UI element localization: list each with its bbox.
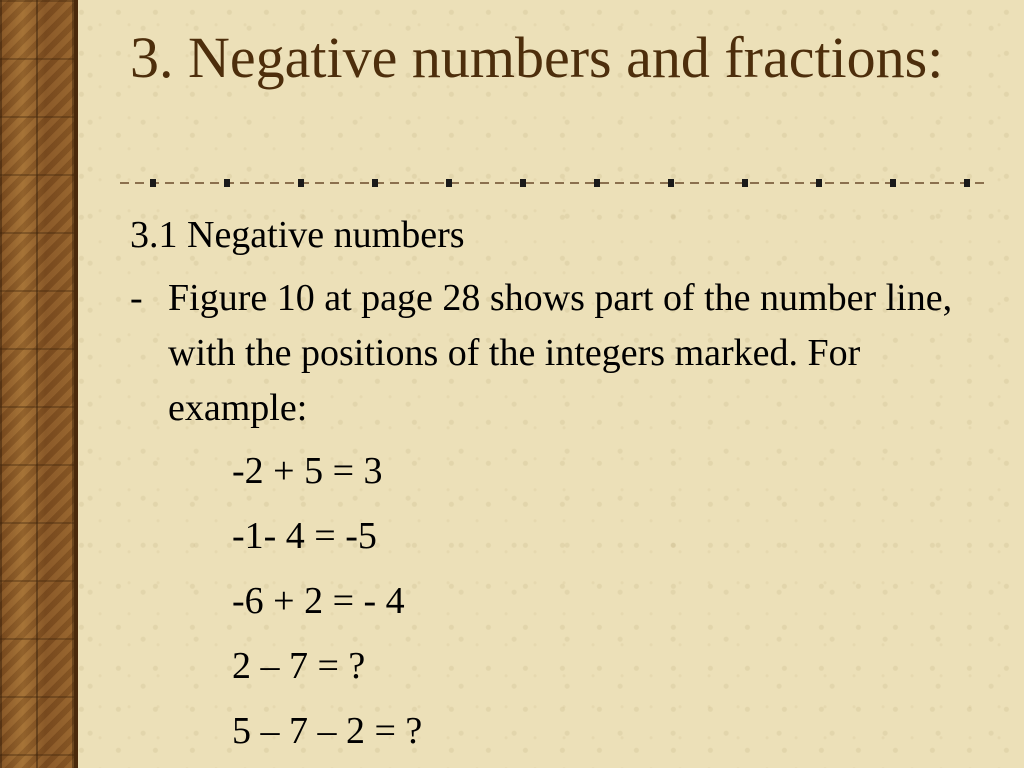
bullet-item	[130, 271, 990, 436]
border-strip-edge	[74, 0, 78, 768]
section-heading: 3.1 Negative numbers	[130, 214, 465, 256]
equation: -1- 4 = -5	[232, 515, 377, 557]
slide-title: 3. Negative numbers and fractions:	[130, 25, 944, 90]
equation: 5 – 7 – 2 = ?	[232, 710, 423, 752]
bullet-dash-icon: -	[130, 277, 143, 319]
bullet-text: Figure 10 at page 28 shows part of the number line, with the positions of the integers marked. For example:	[168, 277, 953, 429]
title-divider	[120, 176, 990, 190]
equation: 2 – 7 = ?	[232, 645, 366, 687]
equation: -2 + 5 = 3	[232, 450, 383, 492]
equation: -6 + 2 = - 4	[232, 580, 405, 622]
decorative-border-strip	[0, 0, 76, 768]
slide-body	[130, 208, 990, 768]
